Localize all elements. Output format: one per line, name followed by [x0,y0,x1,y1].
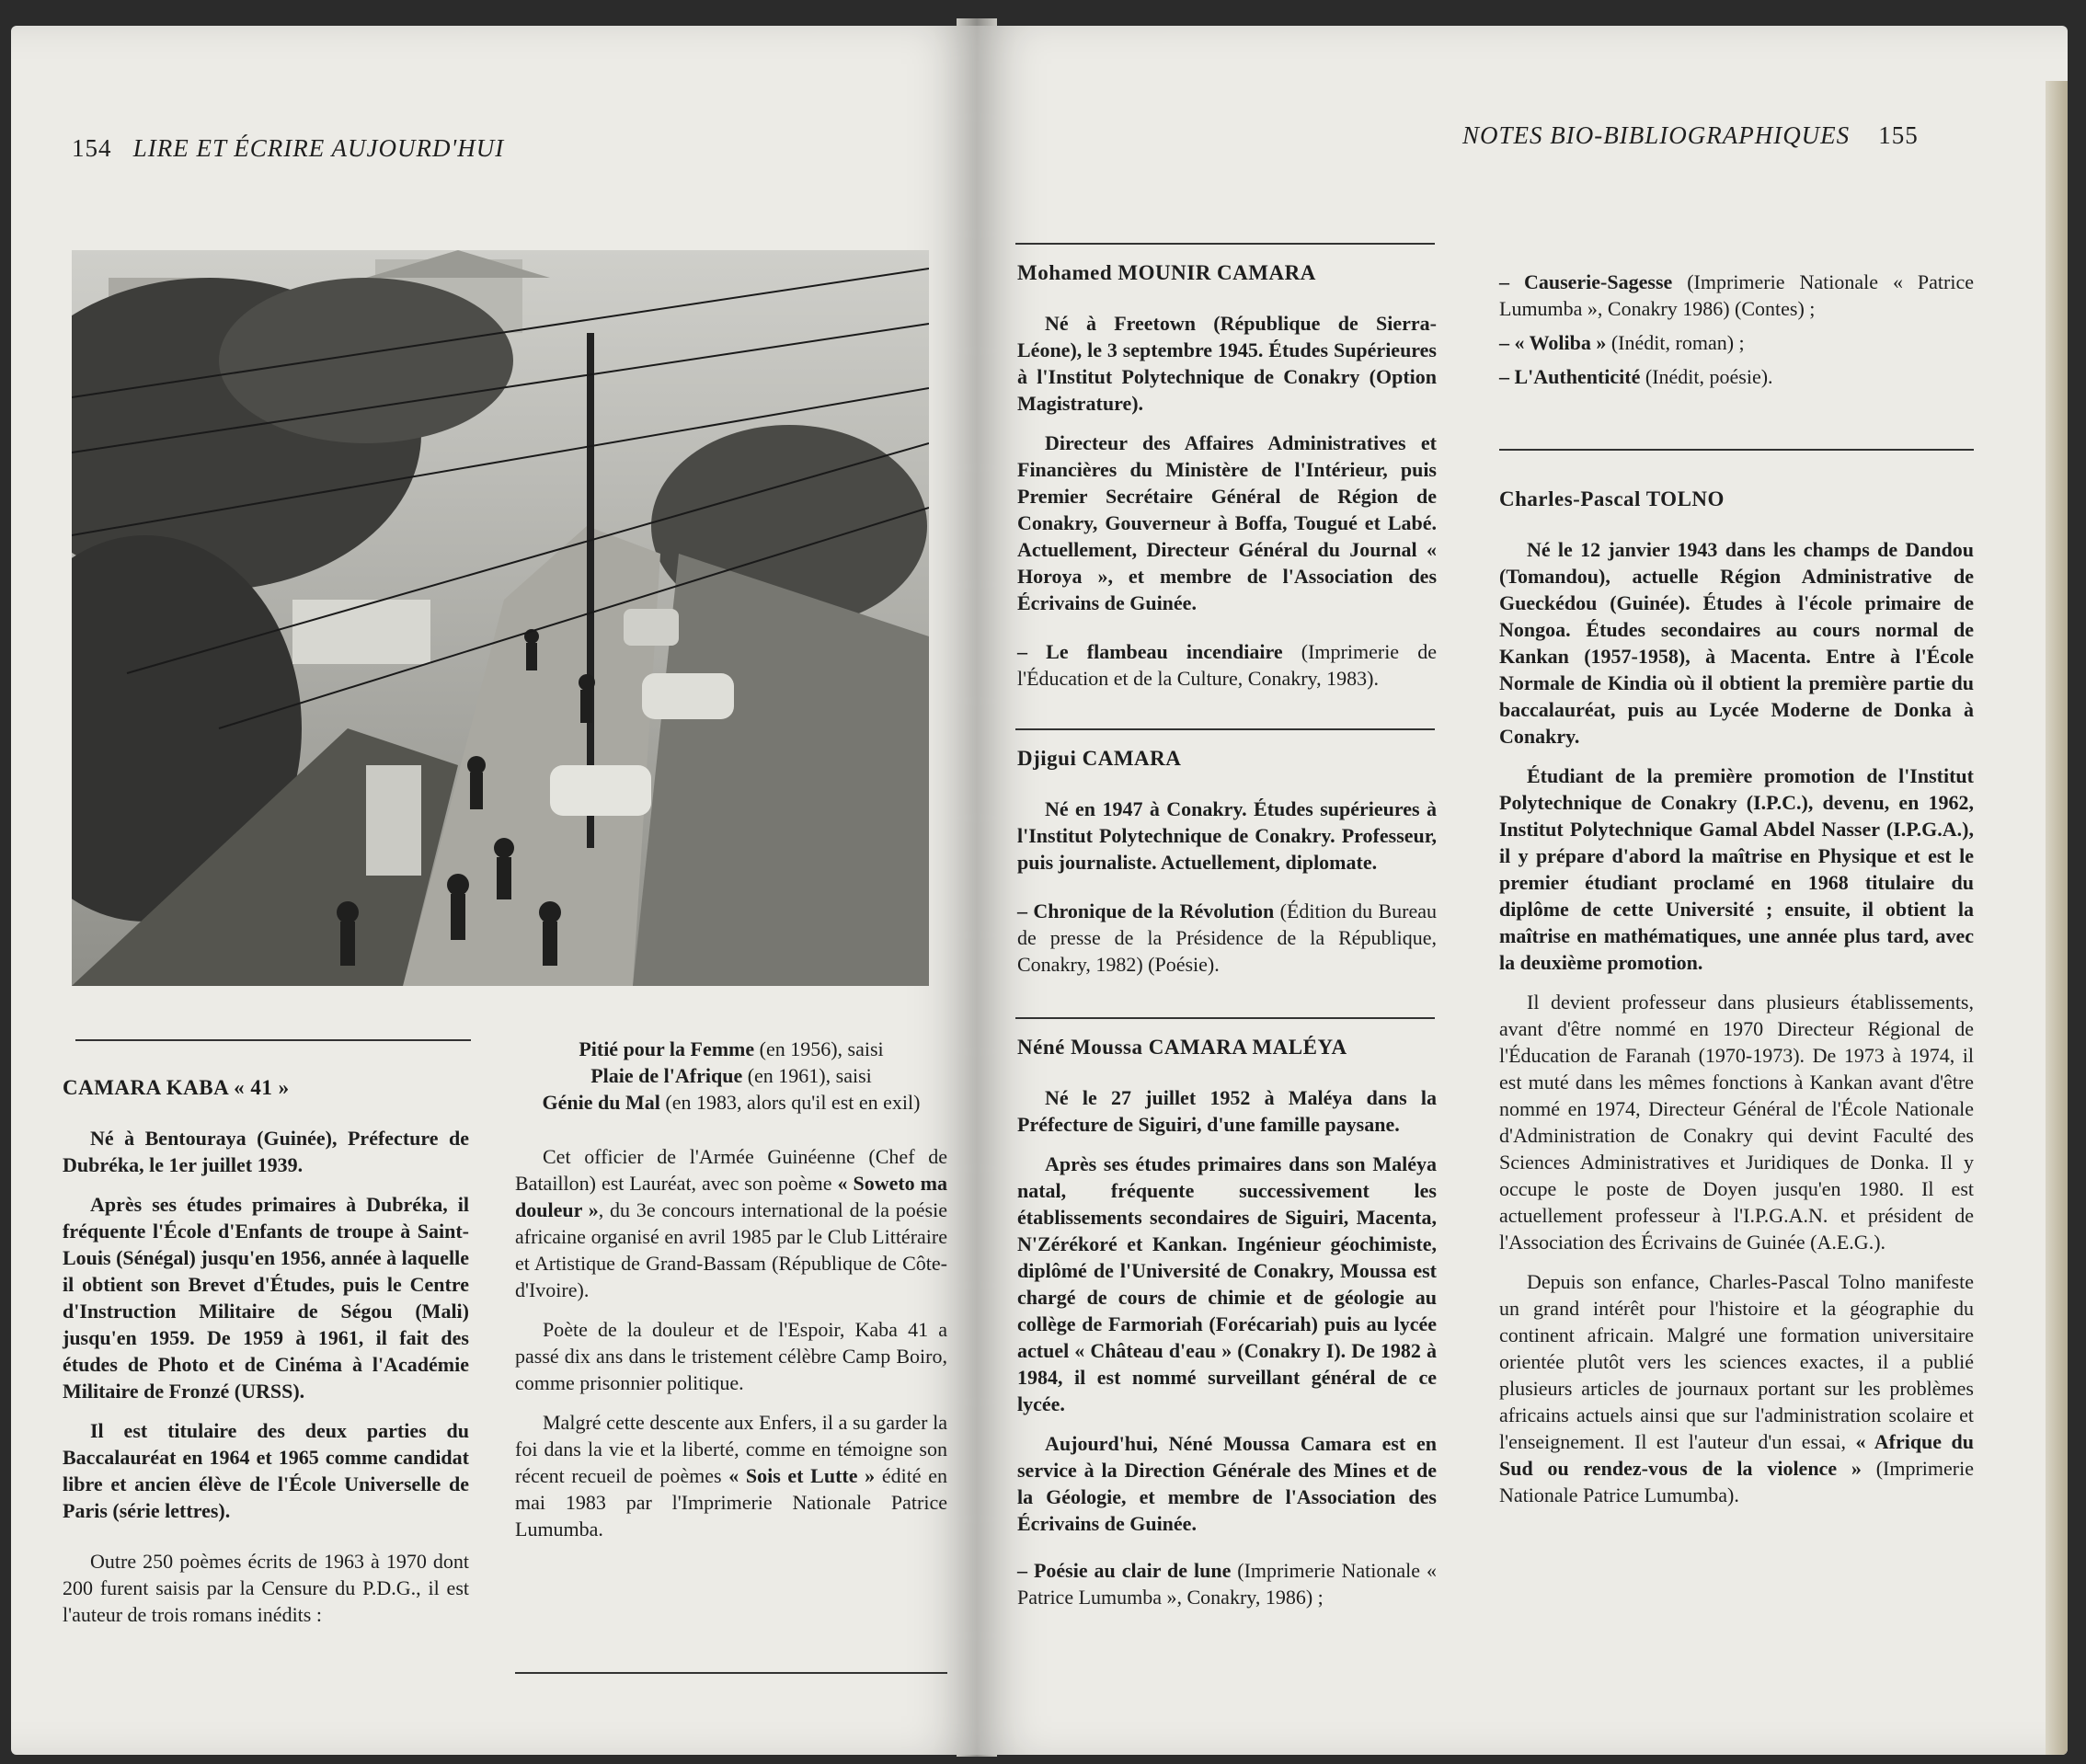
tolno-interest-text-a: Depuis son enfance, Charles-Pascal Tolno manifeste un grand intérêt pour l'histoire et la géographie du continent africain. Malgré une formation universitaire orientée plutôt vers les sciences exactes, il a publié plusieurs articles de journaux portant sur les problèmes africains actuels ainsi que sur l'administration scolaire et l'enseignement. Il est l'auteur d'un essai, [1499,1270,1974,1453]
kaba-recueil-text-a: Malgré cette descente aux Enfers, il a su garder la foi dans la vie et la liberté, comme en témoigne son récent recueil de poèmes [515,1411,947,1487]
right-running-header [1462,121,1919,150]
novel-2-title: Plaie de l'Afrique [590,1064,743,1087]
nene-work-1-detail: (Imprimerie Nationale « Patrice Lumumba », Conakry, 1986) ; [1017,1559,1437,1609]
djigui-work-title: – Chronique de la Révolution [1017,899,1275,922]
djigui-work [1017,898,1437,978]
tolno-essay-title: « Afrique du Sud ou rendez-vous de la violence » [1499,1430,1974,1480]
left-running-title: LIRE ET ÉCRIRE AUJOURD'HUI [132,134,505,162]
mounir-work [1017,638,1437,692]
nene-work-1-title: – Poésie au clair de lune [1017,1559,1232,1582]
left-column-rule [75,1039,471,1041]
mounir-work-title: – Le flambeau incendiaire [1017,640,1283,663]
mounir-first-name: Mohamed [1017,261,1118,284]
djigui-last-name: CAMARA [1082,747,1182,770]
tolno-interest-text-b: (Imprimerie Nationale Patrice Lumumba). [1499,1457,1974,1506]
nene-work-1 [1017,1557,1437,1610]
djigui-work-detail: (Édition du Bureau de presse de la Présidence de la République, Conakry, 1982) (Poésie). [1017,899,1437,976]
nene-current-paragraph: Aujourd'hui, Néné Moussa Camara est en service à la Direction Générale des Mines et de la Géologie, et membre de l'Association des Écrivains de Guinée. [1017,1432,1437,1535]
nene-first-name: Néné Moussa [1017,1036,1149,1059]
mounir-career-paragraph: Directeur des Affaires Administratives et Financières du Ministère de l'Intérieur, puis Premier Secrétaire Général de Région de Conakry, Gouverneur à Boffa, Tougué et Labé. Actuellement, Directeur Général du Journal « Horoya », et membre de l'Association des Écrivains de Guinée. [1017,431,1437,614]
nene-name [1017,1034,1437,1060]
tolno-entry [1499,486,1974,1521]
right-page-number: 155 [1878,121,1919,149]
kaba-laureate-text-a: Cet officier de l'Armée Guinéenne (Chef de Bataillon) est Lauréat, avec son poème [515,1145,947,1195]
nene-last-name: CAMARA MALÉYA [1148,1036,1347,1059]
tolno-top-rule [1499,449,1974,451]
djigui-bio-paragraph: Né en 1947 à Conakry. Études supérieures à l'Institut Polytechnique de Conakry. Professeur, puis journaliste. Actuellement, diplomate. [1017,797,1437,874]
right-column-1 [1017,259,1437,704]
novel-3 [515,1089,947,1116]
nene-work-4-title: – L'Authenticité [1499,365,1641,388]
djigui-name [1017,745,1437,772]
novel-1-title: Pitié pour la Femme [579,1037,755,1060]
kaba-poem-title: « Soweto ma douleur » [515,1172,947,1221]
kaba-prison-paragraph: Poète de la douleur et de l'Espoir, Kaba 41 a passé dix ans dans le tristement célèbre Camp Boiro, comme prisonnier politique. [515,1318,947,1394]
left-page [11,26,977,1755]
kaba-recueil-text-b: édité en mai 1983 par l'Imprimerie Nationale Patrice Lumumba. [515,1464,947,1541]
nene-top-rule [1015,1017,1435,1019]
novel-3-detail: (en 1983, alors qu'il est en exil) [659,1091,921,1114]
tolno-birth-paragraph: Né le 12 janvier 1943 dans les champs de Dandou (Tomandou), actuelle Région Administrative de Gueckédou (Guinée). Études à l'école primaire de Nongoa. Études secondaires au cours normal de Kankan (1957-1958), à Macenta. Entre à l'École Normale de Kindia où il obtient la première partie du baccalauréat, puis au Lycée Moderne de Donka à Conakry. [1499,538,1974,748]
djigui-top-rule [1015,728,1435,730]
right-page [977,26,2068,1755]
novel-3-title: Génie du Mal [542,1091,660,1114]
street-market-photo [72,250,929,986]
left-running-header [72,134,504,163]
nene-work-3 [1499,329,1974,356]
novel-2-detail: (en 1961), saisi [742,1064,872,1087]
kaba-bac-paragraph: Il est titulaire des deux parties du Baccalauréat en 1964 et 1965 comme candidat libre et ancien élève de l'École Universelle de Paris (série lettres). [63,1419,469,1522]
tolno-university-paragraph: Étudiant de la première promotion de l'Institut Polytechnique de Conakry (I.P.C.), devenu, en 1962, Institut Polytechnique Gamal Abdel Nasser (I.P.G.A.), il y prépare d'abord la maîtrise en Physique et est le premier étudiant proclamé en 1968 titulaire du diplôme de cette Université ; ensuite, il obtient la maîtrise en mathématiques, une année plus tard, avec la deuxième promotion. [1499,764,1974,974]
nene-birth-paragraph: Né le 27 juillet 1952 à Maléya dans la Préfecture de Siguiri, d'une famille paysane. [1017,1086,1437,1136]
nene-entry [1017,1034,1437,1623]
nene-work-2-detail: (Imprimerie Nationale « Patrice Lumumba », Conakry 1986) (Contes) ; [1499,270,1974,320]
page-edge [2046,81,2068,1755]
nene-work-2 [1499,269,1974,322]
nene-work-4 [1499,363,1974,390]
right-running-title: NOTES BIO-BIBLIOGRAPHIQUES [1462,121,1851,149]
tolno-career-paragraph: Il devient professeur dans plusieurs établissements, avant d'être nommé en 1970 Directeur Régional de l'Éducation de Faranah (1970-1973). De 1973 à 1974, il est muté dans les mêmes fonctions à Kankan avant d'être nommé en 1974, Directeur Général de l'École Nationale d'Administration de Conakry qui devint Faculté des Sciences Administratives et Juridiques de Donka. Il y occupe le poste de Doyen jusqu'en 1980. Il est actuellement professeur à l'I.P.G.A.N. et président de l'Association des Écrivains de Guinée (A.E.G.). [1499,991,1974,1254]
kaba-laureate-paragraph [515,1143,947,1303]
djigui-entry [1017,745,1437,991]
mounir-name [1017,259,1437,286]
kaba-column-1 [63,1074,469,1641]
kaba-birth-paragraph: Né à Bentouraya (Guinée), Préfecture de Dubréka, le 1er juillet 1939. [63,1127,469,1176]
kaba-poems-paragraph: Outre 250 poèmes écrits de 1963 à 1970 dont 200 furent saisis par la Censure du P.D.G., il est l'auteur de trois romans inédits : [63,1550,469,1626]
mounir-last-name: MOUNIR CAMARA [1118,261,1316,284]
tolno-interest-paragraph [1499,1268,1974,1508]
novel-1-detail: (en 1956), saisi [754,1037,884,1060]
mounir-birth-paragraph: Né à Freetown (République de Sierra-Léone), le 3 septembre 1945. Études Supérieures à l'Institut Polytechnique de Conakry (Option Magistrature). [1017,312,1437,415]
kaba-recueil-paragraph [515,1409,947,1542]
djigui-first-name: Djigui [1017,747,1083,770]
nene-work-3-title: – « Woliba » [1499,331,1607,354]
kaba-recueil-title: « Sois et Lutte » [728,1464,876,1487]
nene-work-3-detail: (Inédit, roman) ; [1606,331,1745,354]
novel-1 [515,1036,947,1062]
kaba-name: CAMARA KABA « 41 » [63,1076,290,1099]
nene-work-2-title: – Causerie-Sagesse [1499,270,1673,293]
mounir-top-rule [1015,243,1435,245]
street-market-photo-drawing [72,250,929,986]
nene-work-4-detail: (Inédit, poésie). [1640,365,1773,388]
left-page-number: 154 [72,134,112,162]
nene-studies-paragraph: Après ses études primaires dans son Maléya natal, fréquente successivement les établissements secondaires de Siguiri, Macenta, N'Zérékoré et Kankan. Ingénieur géochimiste, diplômé de l'Université de Conakry, Moussa est chargé de cours de chimie et de géologie au collège de Farmoriah (Forécariah) puis au lycée actuel « Château d'eau » (Conakry I). De 1982 à 1984, il est nommé surveillant général de ce lycée. [1017,1152,1437,1415]
kaba-laureate-text-b: , du 3e concours international de la poésie africaine organisé en avril 1985 par le Club Littéraire et Artistique de Grand-Bassam (République de Côte-d'Ivoire). [515,1198,947,1301]
nene-works-continued [1499,269,1974,390]
tolno-name: Charles-Pascal TOLNO [1499,487,1725,510]
mounir-work-detail: (Imprimerie de l'Éducation et de la Culture, Conakry, 1983). [1017,640,1437,690]
novel-2 [515,1062,947,1089]
right-column-rule-bottom [515,1672,947,1674]
kaba-column-2 [515,1036,947,1555]
kaba-studies-paragraph: Après ses études primaires à Dubréka, il fréquente l'École d'Enfants de troupe à Saint-Louis (Sénégal) jusqu'en 1956, année à laquelle il obtient son Brevet d'Études, puis le Centre d'Instruction Militaire de Ségou (Mali) jusqu'en 1959. De 1959 à 1961, il fait des études de Photo et de Cinéma à l'Académie Militaire de Fronzé (URSS). [63,1193,469,1403]
